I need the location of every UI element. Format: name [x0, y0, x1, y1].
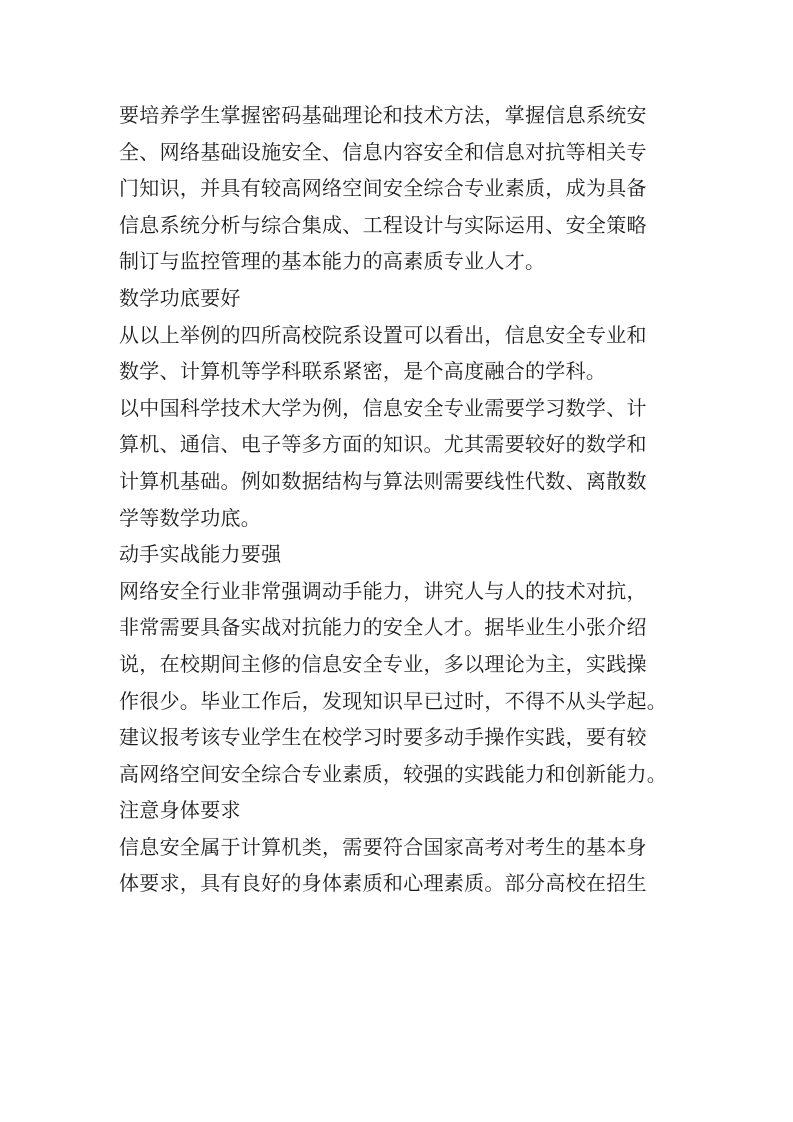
- document-body: [119, 97, 689, 902]
- text-line: 制订与监控管理的基本能力的高素质专业人才。: [119, 249, 546, 274]
- text-line: 体要求，具有良好的身体素质和心理素质。部分高校在招生: [119, 871, 647, 896]
- text-line: 全、网络基础设施安全、信息内容安全和信息对抗等相关专: [119, 139, 647, 164]
- text-line: 算机、通信、电子等多方面的知识。尤其需要较好的数学和: [119, 432, 647, 457]
- section-heading-practice: 动手实战能力要强: [119, 542, 282, 567]
- text-line: 学等数学功底。: [119, 505, 262, 530]
- text-line: 信息安全属于计算机类，需要符合国家高考对考生的基本身: [119, 834, 647, 859]
- text-line: 作很少。毕业工作后，发现知识早已过时，不得不从头学起。: [119, 688, 668, 713]
- text-line: 建议报考该专业学生在校学习时要多动手操作实践，要有较: [119, 725, 647, 750]
- text-line: 从以上举例的四所高校院系设置可以看出，信息安全专业和: [119, 322, 647, 347]
- text-line: 信息系统分析与综合集成、工程设计与实际运用、安全策略: [119, 212, 647, 237]
- section-heading-health: 注意身体要求: [119, 798, 241, 823]
- text-line: 非常需要具备实战对抗能力的安全人才。据毕业生小张介绍: [119, 615, 647, 640]
- text-line: 要培养学生掌握密码基础理论和技术方法，掌握信息系统安: [119, 103, 647, 127]
- section-heading-math: 数学功底要好: [119, 285, 241, 310]
- text-line: 网络安全行业非常强调动手能力，讲究人与人的技术对抗，: [119, 578, 647, 603]
- text-line: 数学、计算机等学科联系紧密，是个高度融合的学科。: [119, 359, 607, 384]
- text-line: 门知识，并具有较高网络空间安全综合专业素质，成为具备: [119, 176, 647, 201]
- text-line: 以中国科学技术大学为例，信息安全专业需要学习数学、计: [119, 395, 647, 420]
- text-line: 计算机基础。例如数据结构与算法则需要线性代数、离散数: [119, 468, 647, 493]
- text-line: 高网络空间安全综合专业素质，较强的实践能力和创新能力。: [119, 761, 668, 786]
- text-line: 说，在校期间主修的信息安全专业，多以理论为主，实践操: [119, 651, 647, 676]
